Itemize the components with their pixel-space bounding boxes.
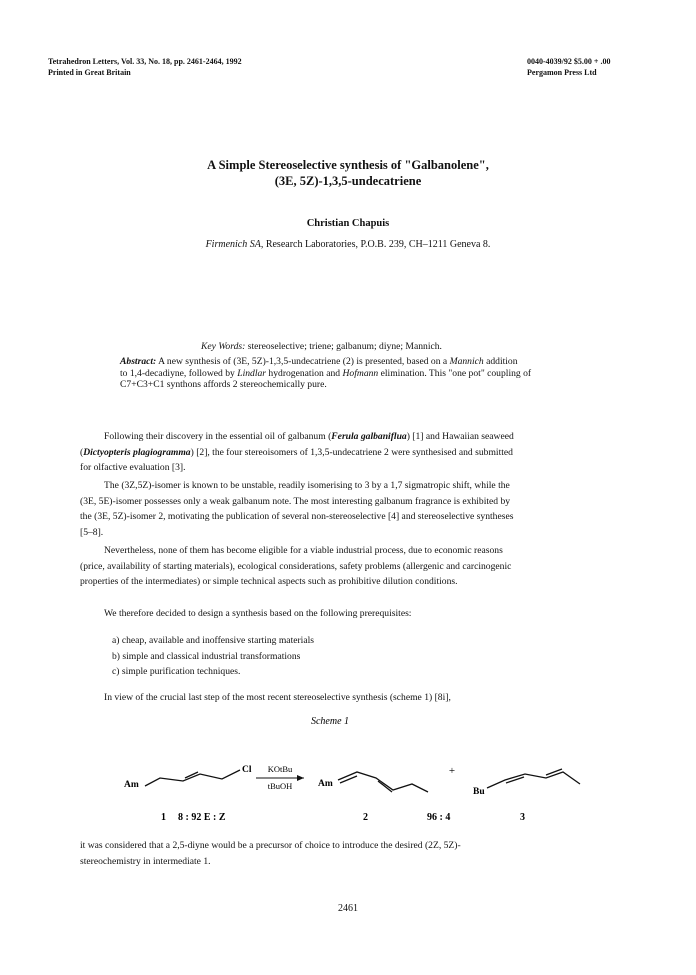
substituent-am: Am (124, 780, 139, 790)
conclusion (80, 838, 626, 869)
scheme-title: Scheme 1 (310, 716, 350, 727)
paragraph-text: the (3E, 5Z)-isomer 2, motivating the publication of several non-stereoselective [4] and stereoselective syntheses (80, 511, 514, 523)
paragraph-text: (3E, 5E)-isomer possesses only a weak galbanum note. The most interesting galbanum fragrance is exhibited by (80, 495, 511, 507)
solvent: tBuOH (267, 781, 293, 791)
substituent-cl: Cl (242, 765, 252, 775)
author: Christian Chapuis (306, 218, 390, 229)
scheme-1-figure (0, 708, 696, 828)
paragraph-text: Following their discovery in the essential oil of galbanum ( (104, 431, 332, 442)
species-name: Ferula galbaniflua (331, 431, 407, 442)
keywords (201, 339, 442, 354)
abstract-lindlar: Lindlar (237, 367, 267, 379)
title-line-2: (3E, 5Z)-1,3,5-undecatriene (274, 174, 422, 188)
abstract-text: to 1,4-decadiyne, followed by (120, 367, 238, 379)
prereq-list (112, 633, 314, 680)
compound-1-structure (145, 770, 240, 786)
abstract-hofmann: Hofmann (342, 367, 379, 379)
paragraph-text: ) [2], the four stereoisomers of 1,3,5-undecatriene 2 were synthesised and submitted (190, 446, 513, 458)
compound-label-2: 2 (363, 812, 368, 823)
paragraph-text: [5–8]. (80, 526, 104, 538)
paper-title (60, 157, 636, 189)
paragraph-text: properties of the intermediates) or simple technical aspects such as prohibitive dilution conditions. (80, 576, 458, 588)
abstract-text: addition (483, 356, 518, 367)
paragraph-text: for olfactive evaluation [3]. (80, 462, 186, 474)
article-code: 0040-4039/92 $5.00 + .00 (527, 57, 611, 66)
list-item: a) cheap, available and inoffensive starting materials (112, 635, 315, 646)
printed-in: Printed in Great Britain (48, 68, 131, 77)
paragraph-3 (80, 543, 626, 590)
journal-citation: Tetrahedron Letters, Vol. 33, No. 18, pp. 2461-2464, 1992 (48, 57, 242, 66)
abstract-text: A new synthesis of (3E, 5Z)-1,3,5-undecatriene (2) is presented, based on a (156, 356, 450, 367)
page-number: 2461 (338, 903, 358, 914)
view-line: In view of the crucial last step of the most recent stereoselective synthesis (scheme 1) [8i], (104, 692, 451, 703)
paragraph-text: ( (80, 446, 84, 458)
abstract-text: elimination. This "one pot" coupling of (378, 367, 532, 379)
abstract-label: Abstract: (120, 356, 157, 367)
paragraph-1 (80, 429, 626, 476)
compound-label-3: 3 (520, 812, 525, 823)
plus-sign: + (448, 765, 456, 777)
compound-2-structure (338, 772, 428, 792)
affiliation (60, 239, 636, 250)
arrow-head-icon (297, 775, 304, 781)
keywords-label: Key Words: (201, 341, 246, 352)
ratio-2: 96 : 4 (427, 812, 451, 823)
title-line-1: A Simple Stereoselective synthesis of "Galbanolene", (207, 158, 489, 172)
abstract-text: C7+C3+C1 synthons affords 2 stereochemically pure. (120, 379, 327, 390)
list-item: c) simple purification techniques. (112, 666, 241, 677)
paragraph-text: ) [1] and Hawaiian seaweed (406, 431, 514, 442)
abstract (120, 356, 610, 391)
compound-label-1: 1 (161, 812, 166, 823)
affiliation-company: Firmenich SA (205, 239, 261, 250)
paragraph-text: stereochemistry in intermediate 1. (80, 855, 211, 867)
paragraph-text: The (3Z,5Z)-isomer is known to be unstable, readily isomerising to 3 by a 1,7 sigmatropic shift, while the (104, 480, 510, 491)
paragraph-text: it was considered that a 2,5-diyne would be a precursor of choice to introduce the desired (2Z, 5Z)- (80, 840, 461, 851)
compound-3-structure (487, 769, 580, 788)
scheme-1 (0, 708, 696, 828)
keywords-text: stereoselective; triene; galbanum; diyne; Mannich. (245, 341, 442, 352)
abstract-text: hydrogenation and (266, 367, 343, 379)
paragraph-text: Nevertheless, none of them has become eligible for a viable industrial process, due to economic reasons (104, 545, 503, 556)
publisher: Pergamon Press Ltd (527, 68, 597, 77)
reagent: KOtBu (267, 764, 293, 774)
abstract-mannich: Mannich (449, 356, 484, 367)
ratio-1: 8 : 92 E : Z (178, 812, 226, 823)
species-name: Dictyopteris plagiogramma (83, 446, 191, 458)
list-item: b) simple and classical industrial transformations (112, 650, 301, 662)
affiliation-address: , Research Laboratories, P.O.B. 239, CH–1211 Geneva 8. (260, 239, 491, 250)
prereq-intro: We therefore decided to design a synthesis based on the following prerequisites: (104, 608, 412, 619)
substituent-bu: Bu (473, 787, 485, 797)
paragraph-text: (price, availability of starting materials), ecological considerations, safety problems (allergenic and carcinogenic (80, 560, 512, 572)
substituent-am: Am (318, 779, 333, 789)
paragraph-2 (80, 478, 626, 540)
